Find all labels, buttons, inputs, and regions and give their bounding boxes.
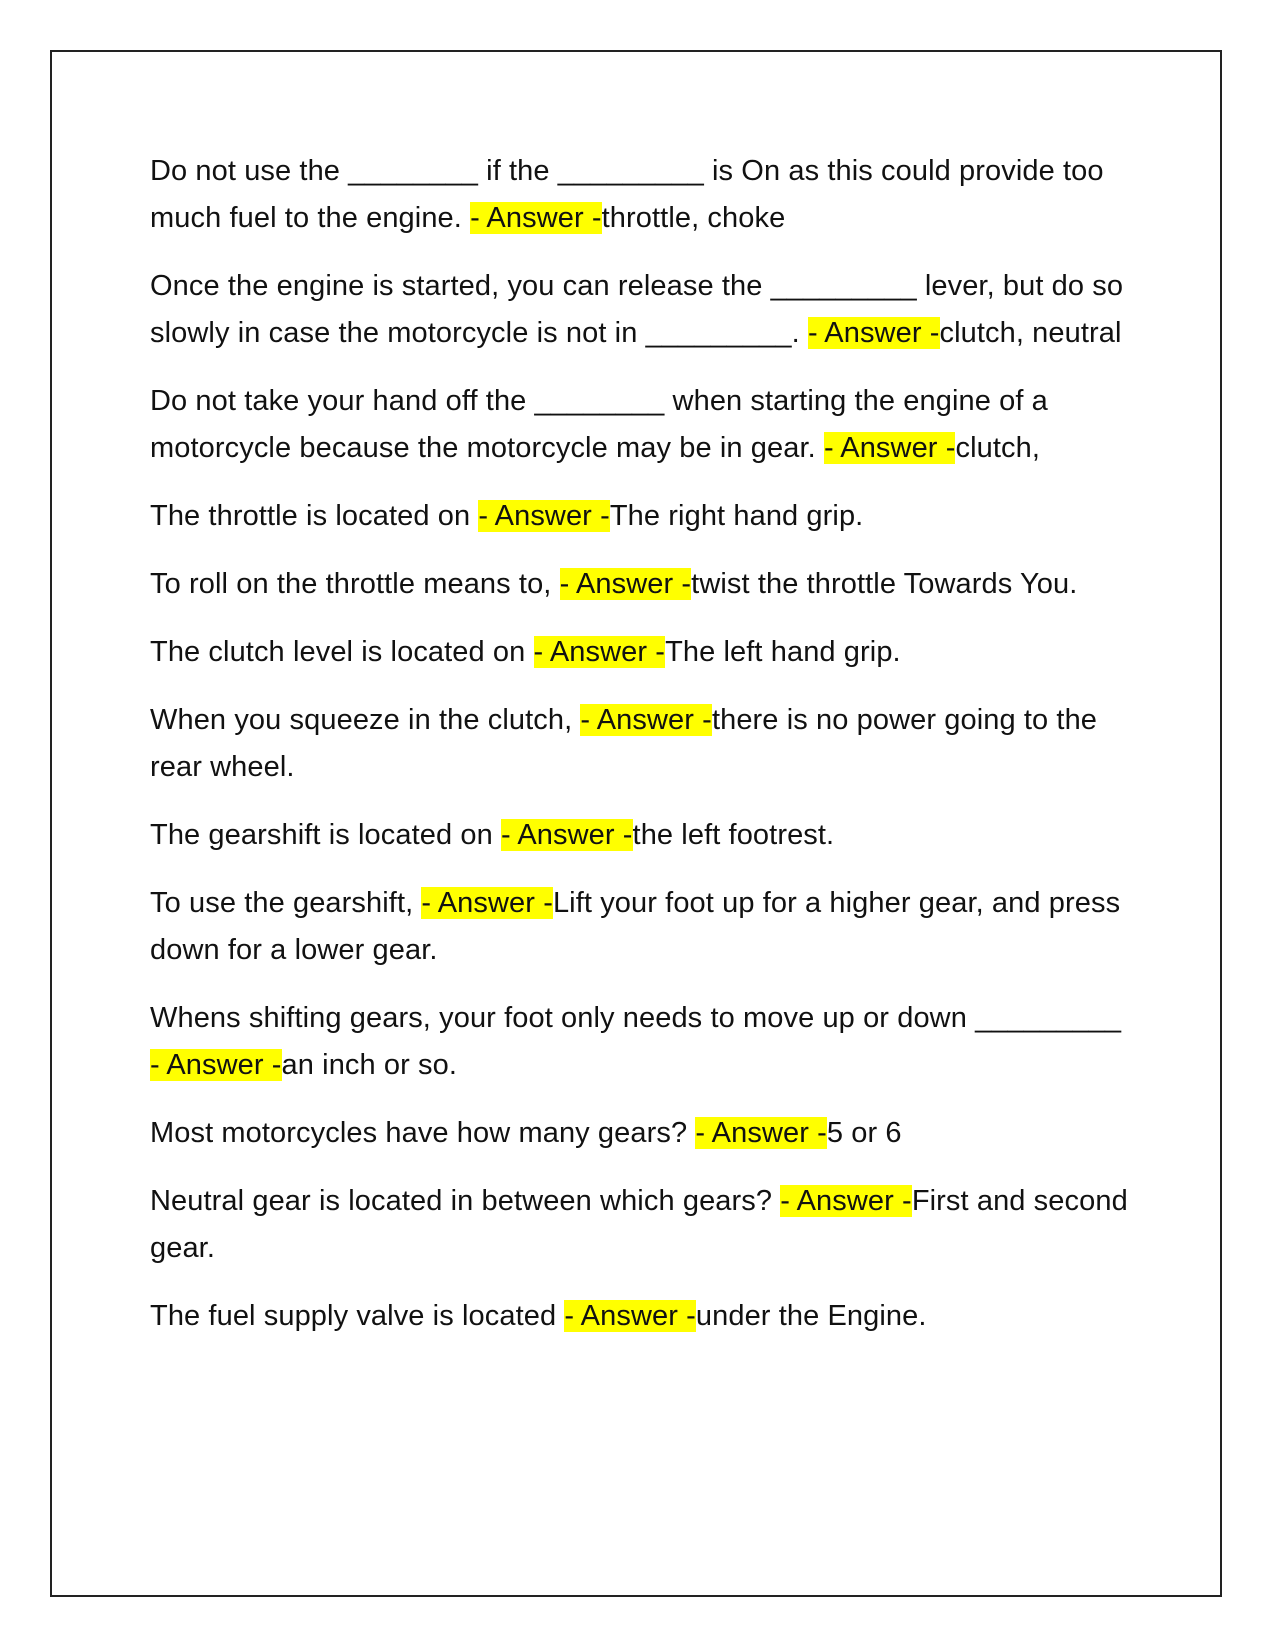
qa-item-9	[150, 880, 1130, 974]
qa-item-8	[150, 812, 1130, 859]
question-text: To roll on the throttle means to,	[150, 568, 560, 600]
answer-label: - Answer -	[470, 202, 602, 234]
qa-item-1	[150, 148, 1130, 242]
qa-item-11	[150, 1110, 1130, 1157]
question-text: The fuel supply valve is located	[150, 1300, 565, 1332]
qa-item-4	[150, 493, 1130, 540]
answer-label: - Answer -	[695, 1117, 827, 1149]
question-text: The throttle is located on	[150, 500, 479, 532]
question-text: When you squeeze in the clutch,	[150, 704, 581, 736]
answer-text: under the Engine.	[695, 1300, 927, 1332]
answer-text: clutch,	[955, 432, 1040, 464]
question-text: Most motorcycles have how many gears?	[150, 1117, 696, 1149]
answer-text: there is no power going to the rear wheel.	[150, 704, 1098, 783]
answer-text: clutch, neutral	[939, 317, 1122, 349]
answer-text: Lift your foot up for a higher gear, and press down for a lower gear.	[150, 887, 1121, 966]
qa-item-5	[150, 561, 1130, 608]
question-text: Do not use the ________ if the _________ is On as this could provide too much fuel to the engine.	[150, 155, 1104, 234]
answer-label: - Answer -	[501, 819, 633, 851]
flashcard-list	[150, 148, 1130, 1361]
answer-text: throttle, choke	[601, 202, 786, 234]
question-text: Do not take your hand off the ________ when starting the engine of a motorcycle because the motorcycle may be in gear.	[150, 385, 1048, 464]
answer-text: The left hand grip.	[665, 636, 901, 668]
answer-text: 5 or 6	[826, 1117, 902, 1149]
qa-item-3	[150, 378, 1130, 472]
qa-item-12	[150, 1178, 1130, 1272]
qa-item-13	[150, 1293, 1130, 1340]
qa-item-6	[150, 629, 1130, 676]
qa-item-10	[150, 995, 1130, 1089]
question-text: Whens shifting gears, your foot only needs to move up or down _________	[150, 1002, 1122, 1034]
question-text: Once the engine is started, you can release the _________ lever, but do so slowly in case the motorcycle is not in _________.	[150, 270, 1124, 349]
answer-label: - Answer -	[823, 432, 956, 464]
qa-item-7	[150, 697, 1130, 791]
question-text: The gearshift is located on	[150, 819, 501, 851]
answer-text: the left footrest.	[632, 819, 835, 851]
question-text: Neutral gear is located in between which gears?	[150, 1185, 781, 1217]
answer-label: - Answer -	[533, 636, 666, 668]
answer-label: - Answer -	[580, 704, 712, 736]
answer-text: an inch or so.	[281, 1049, 458, 1081]
question-text: To use the gearshift,	[150, 887, 422, 919]
question-text: The clutch level is located on	[150, 636, 534, 668]
answer-label: - Answer -	[150, 1049, 282, 1081]
answer-label: - Answer -	[478, 500, 610, 532]
answer-label: - Answer -	[421, 887, 553, 919]
answer-label: - Answer -	[780, 1185, 912, 1217]
answer-text: The right hand grip.	[609, 500, 864, 532]
answer-text: First and second gear.	[150, 1185, 1128, 1264]
answer-text: twist the throttle Towards You.	[691, 568, 1078, 600]
answer-label: - Answer -	[559, 568, 692, 600]
answer-label: - Answer -	[564, 1300, 696, 1332]
qa-item-2	[150, 263, 1130, 357]
answer-label: - Answer -	[807, 317, 940, 349]
